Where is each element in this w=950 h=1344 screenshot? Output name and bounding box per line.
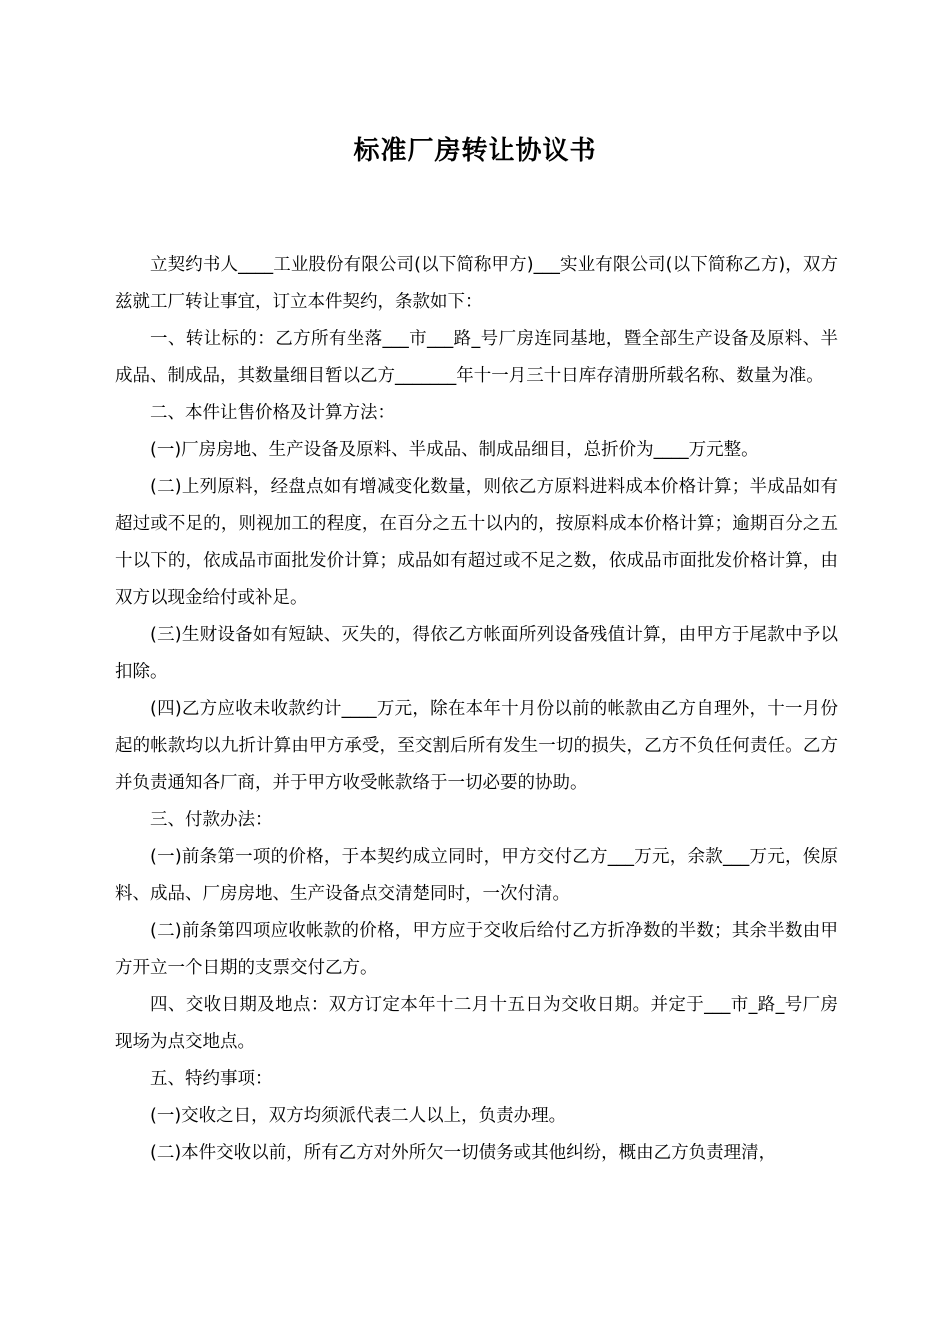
clause-2-item-2: (二)上列原料，经盘点如有增减变化数量，则依乙方原料进料成本价格计算；半成品如有超过或不足的，则视加工的程度，在百分之五十以内的，按原料成本价格计算；逾期百分之五十以下的，依成品市面批发价计算；成品如有超过或不足之数，依成品市面批发价格计算，由双方以现金给付或补足。 <box>115 477 838 608</box>
clause-1-paragraph: 一、转让标的：乙方所有坐落___市___路_号厂房连同基地，暨全部生产设备及原料、半成品、制成品，其数量细目暂以乙方_______年十一月三十日库存清册所载名称、数量为准。 <box>115 329 838 386</box>
clause-3-item-2: (二)前条第四项应收帐款的价格，甲方应于交收后给付乙方折净数的半数；其余半数由甲方开立一个日期的支票交付乙方。 <box>115 921 838 978</box>
clause-3-item-1: (一)前条第一项的价格，于本契约成立同时，甲方交付乙方___万元，余款___万元，俟原料、成品、厂房房地、生产设备点交清楚同时，一次付清。 <box>115 847 838 904</box>
clause-2-item-3: (三)生财设备如有短缺、灭失的，得依乙方帐面所列设备残值计算，由甲方于尾款中予以扣除。 <box>115 625 838 682</box>
clause-4-paragraph: 四、交收日期及地点：双方订定本年十二月十五日为交收日期。并定于___市_路_号厂房现场为点交地点。 <box>115 995 838 1052</box>
document-body <box>115 247 838 1172</box>
clause-3-heading: 三、付款办法： <box>150 810 273 830</box>
preamble-paragraph: 立契约书人____工业股份有限公司(以下简称甲方)___实业有限公司(以下简称乙方)，双方兹就工厂转让事宜，订立本件契约，条款如下： <box>115 255 838 312</box>
clause-2-item-4: (四)乙方应收未收款约计____万元，除在本年十月份以前的帐款由乙方自理外，十一月份起的帐款均以九折计算由甲方承受，至交割后所有发生一切的损失，乙方不负任何责任。乙方并负责通知各厂商，并于甲方收受帐款络于一切必要的协助。 <box>115 699 838 793</box>
clause-5-item-1: (一)交收之日，双方均须派代表二人以上，负责办理。 <box>150 1106 567 1126</box>
document-title: 标准厂房转让协议书 <box>353 136 597 166</box>
clause-2-heading: 二、本件让售价格及计算方法： <box>150 403 395 423</box>
clause-5-heading: 五、特约事项： <box>150 1069 273 1089</box>
clause-5-item-2: (二)本件交收以前，所有乙方对外所欠一切债务或其他纠纷，概由乙方负责理清， <box>150 1143 777 1163</box>
clause-2-item-1: (一)厂房房地、生产设备及原料、半成品、制成品细目，总折价为____万元整。 <box>150 440 759 460</box>
